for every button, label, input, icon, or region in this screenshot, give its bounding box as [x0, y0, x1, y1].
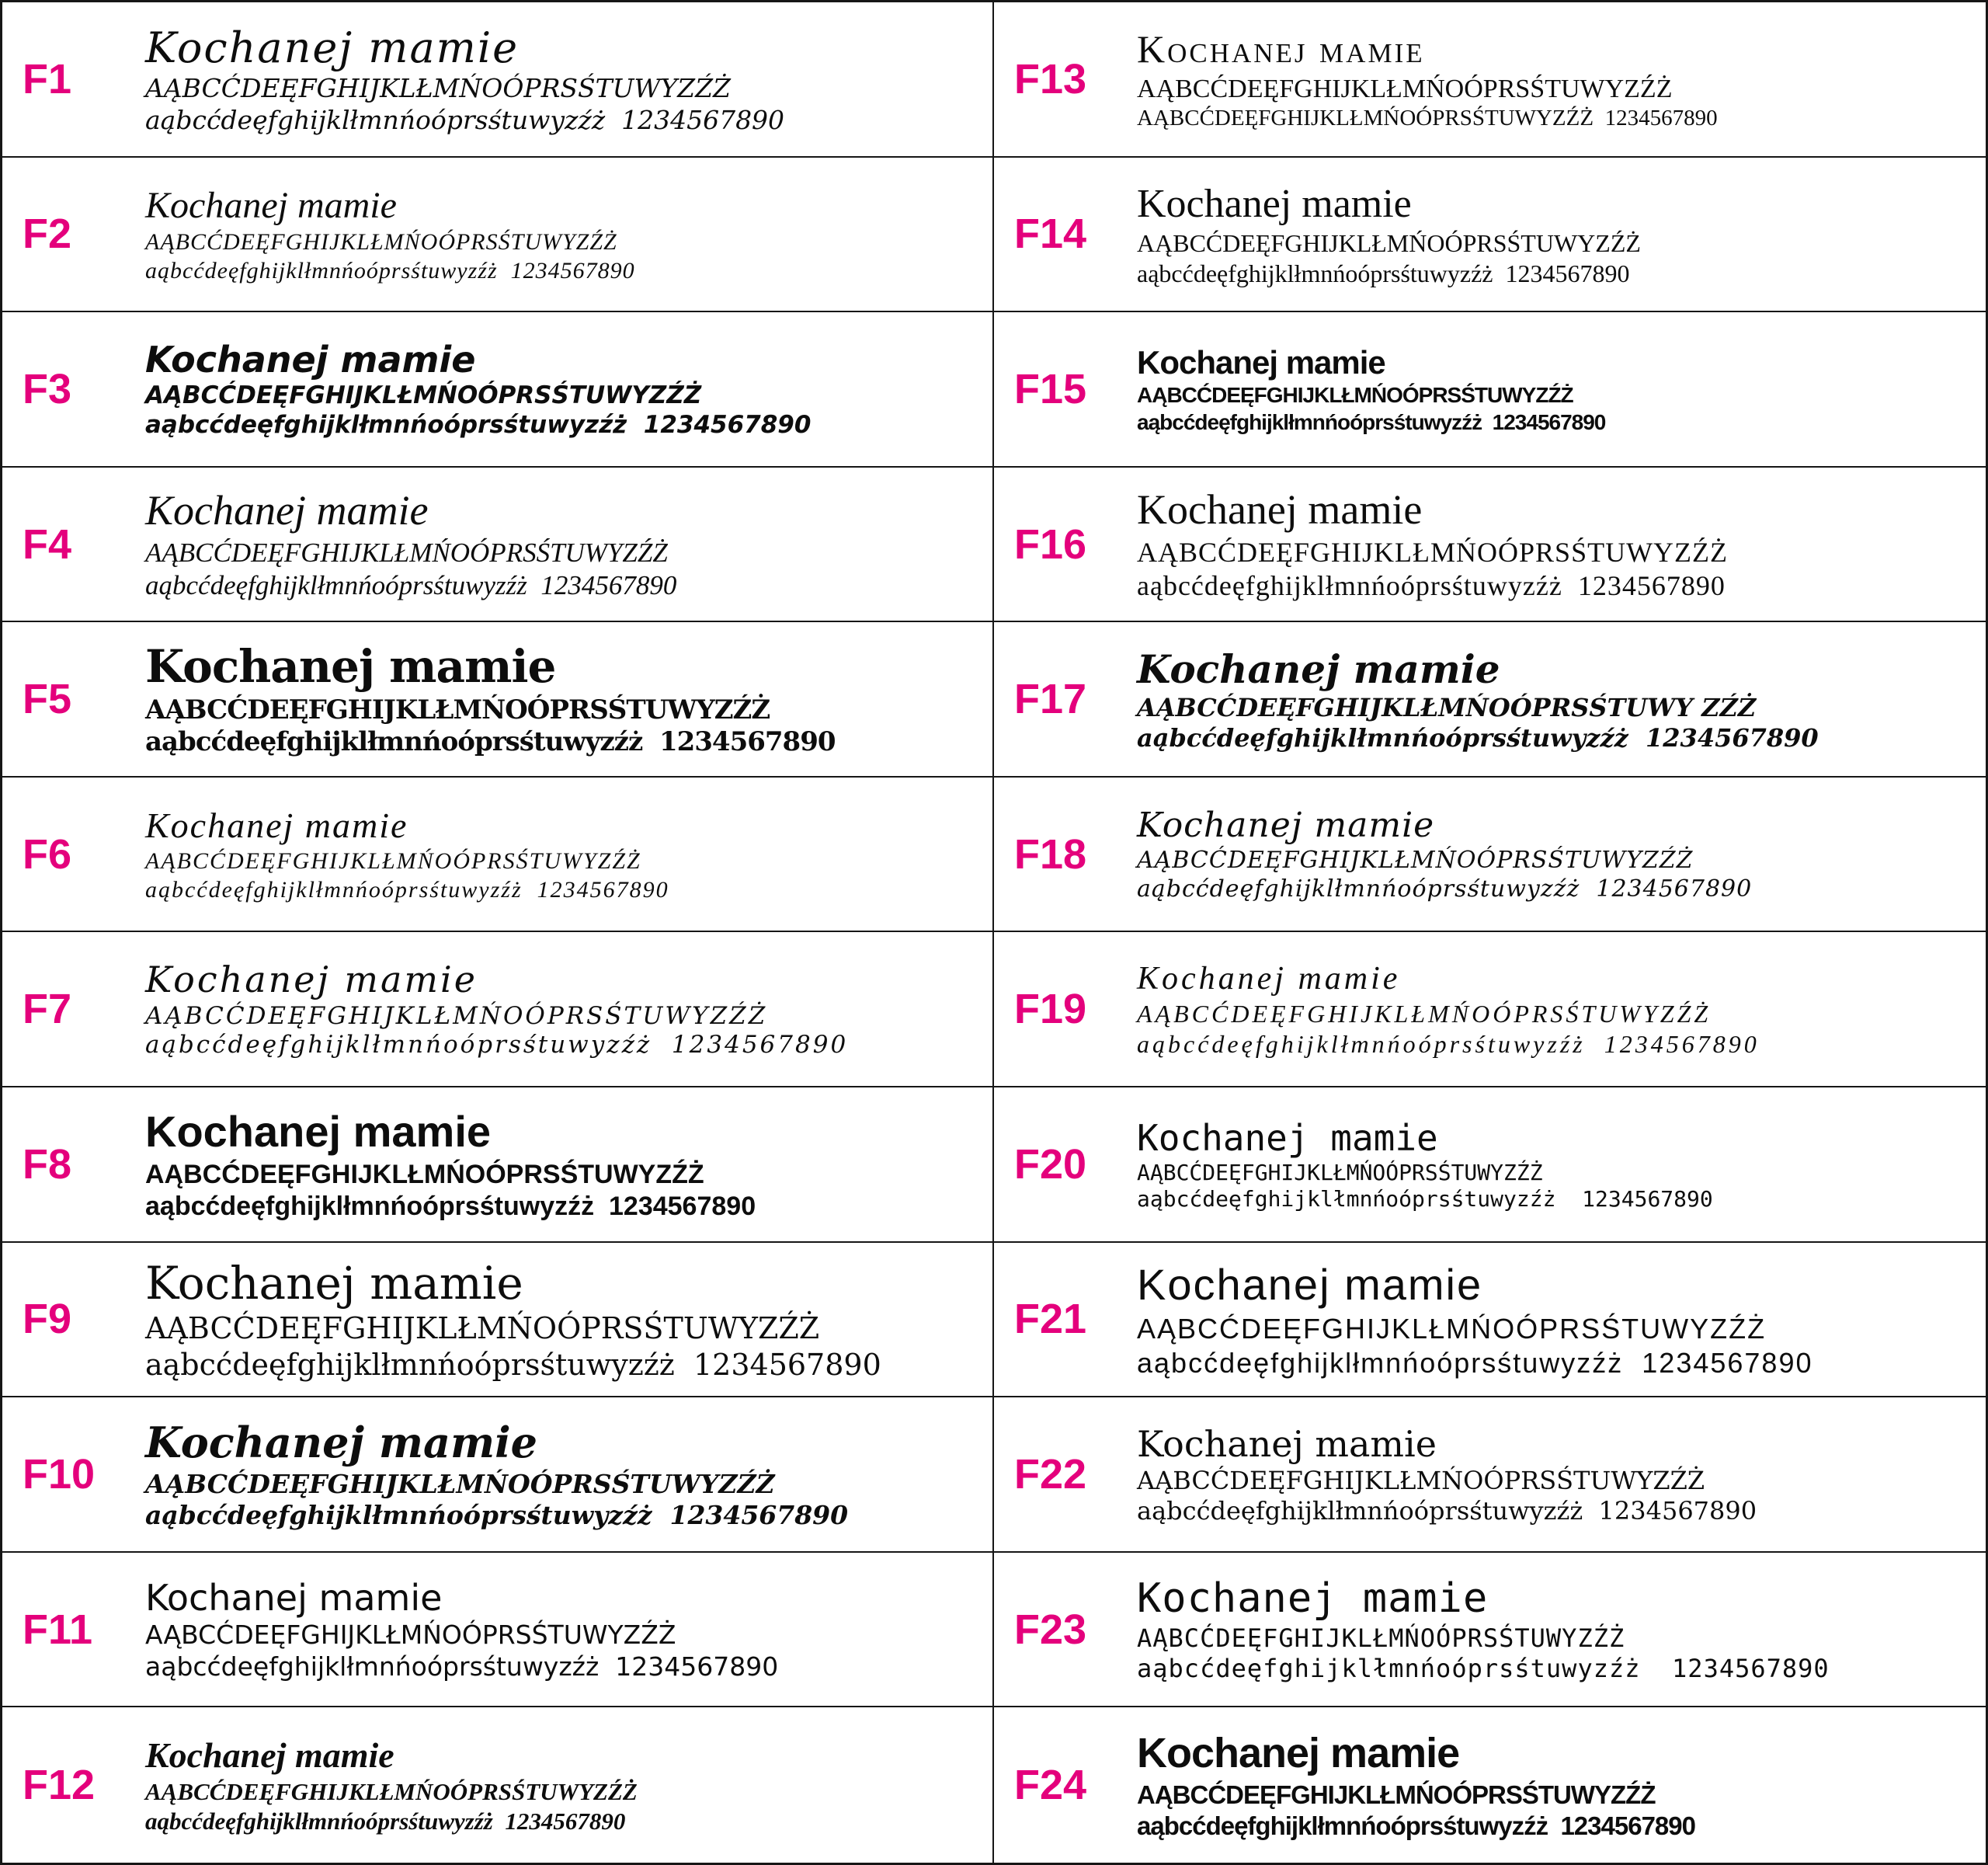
font-sample-row	[994, 1397, 1986, 1553]
font-lowercase-line: aąbcćdeęfghijklłmnńoóprsśtuwyzźż 1234567890	[145, 570, 677, 601]
font-sample-text: Kochanej mamie	[145, 339, 476, 381]
font-code-label: F18	[1014, 830, 1087, 878]
font-code-label: F7	[23, 986, 72, 1033]
font-uppercase-line: AĄBCĆDEĘFGHIJKLŁMŃOÓPRSŚTUWYZŹŻ	[1137, 229, 1641, 258]
font-code-label: F12	[23, 1762, 96, 1809]
font-uppercase-line: AĄBCĆDEĘFGHIJKLŁMŃOÓPRSŚTUWYZŹŻ	[145, 381, 702, 410]
font-uppercase-line: AĄBCĆDEĘFGHIJKLŁMŃOÓPRSŚTUWYZŹŻ	[145, 848, 641, 875]
font-lowercase-line: aąbcćdeęfghijklłmnńoóprsśtuwyzźż 1234567890	[1137, 722, 1819, 753]
font-sample-row	[2, 932, 994, 1087]
font-sample-row	[2, 1397, 994, 1553]
font-code-label: F8	[23, 1140, 72, 1188]
font-code-label: F19	[1014, 986, 1087, 1033]
font-sample-text: Kochanej mamie	[1137, 1116, 1438, 1159]
font-sample-text: Kochanej mamie	[1137, 1422, 1437, 1465]
font-sample-block	[1137, 959, 1965, 1060]
font-sample-text: Kochanej mamie	[1137, 344, 1385, 381]
font-code-label: F23	[1014, 1606, 1087, 1653]
font-uppercase-line: AĄBCĆDEĘFGHIJKLŁMŃOÓPRSŚTUWYZŹŻ	[1137, 999, 1712, 1028]
font-sample-text: Kochanej mamie	[145, 1417, 537, 1467]
font-sample-block	[145, 1256, 972, 1383]
font-sample-block	[1137, 1116, 1965, 1213]
font-sample-row	[2, 2, 994, 158]
font-lowercase-line: aąbcćdeęfghijklłmnńoóprsśtuwyzźż 1234567890	[145, 726, 836, 758]
font-code-label: F11	[23, 1606, 93, 1653]
font-sample-block	[145, 1105, 972, 1223]
font-sample-row	[2, 778, 994, 933]
font-lowercase-line: aąbcćdeęfghijklłmnńoóprsśtuwyzźż 1234567890	[1137, 1654, 1830, 1684]
font-sample-block	[1137, 26, 1965, 133]
font-sample-text: Kochanej mamie	[1137, 181, 1412, 226]
font-lowercase-line: aąbcćdeęfghijklłmnńoóprsśtuwyzźż 1234567890	[145, 257, 635, 284]
font-uppercase-line: AĄBCĆDEĘFGHIJKLŁMŃOÓPRSŚTUWYZŹŻ	[1137, 846, 1694, 874]
font-sample-block	[145, 1418, 972, 1531]
font-uppercase-line: AĄBCĆDEĘFGHIJKLŁMŃOÓPRSŚTUWYZŹŻ	[1137, 74, 1673, 103]
font-sample-text: Kochanej mamie	[145, 640, 556, 694]
font-sample-row	[2, 622, 994, 778]
font-lowercase-line: aąbcćdeęfghijklłmnńoóprsśtuwyzźż 1234567890	[1137, 259, 1630, 288]
font-code-label: F21	[1014, 1296, 1087, 1343]
font-code-label: F17	[1014, 676, 1087, 723]
font-sample-text: Kochanej mamie	[1137, 805, 1435, 846]
font-code-label: F14	[1014, 211, 1087, 258]
font-sample-text: Kochanej mamie	[145, 1735, 394, 1776]
font-uppercase-line: AĄBCĆDEĘFGHIJKLŁMŃOÓPRSŚTUWYZŹŻ	[145, 1620, 676, 1651]
font-uppercase-line: AĄBCĆDEĘFGHIJKLŁMŃOÓPRSŚTUWYZŹŻ	[145, 229, 617, 256]
font-sample-block	[1137, 645, 1965, 753]
font-sample-row	[994, 932, 1986, 1087]
font-uppercase-line: AĄBCĆDEĘFGHIJKLŁMŃOÓPRSŚTUWYZŹŻ	[1137, 1159, 1543, 1185]
font-code-label: F13	[1014, 55, 1087, 103]
font-sample-block	[145, 639, 972, 759]
font-sample-block	[145, 23, 972, 136]
font-uppercase-line: AĄBCĆDEĘFGHIJKLŁMŃOÓPRSŚTUWYZŹŻ	[1137, 383, 1573, 408]
font-sample-block	[1137, 1728, 1965, 1842]
font-code-label: F6	[23, 830, 72, 878]
font-sample-text: Kochanej mamie	[145, 805, 408, 846]
font-uppercase-line: AĄBCĆDEĘFGHIJKLŁMŃOÓPRSŚTUWYZŹŻ	[1137, 1623, 1625, 1654]
font-uppercase-line: AĄBCĆDEĘFGHIJKLŁMŃOÓPRSŚTUWYZŹŻ	[1137, 1780, 1656, 1809]
font-code-label: F3	[23, 365, 72, 412]
font-code-label: F24	[1014, 1762, 1087, 1809]
font-lowercase-line: aąbcćdeęfghijklłmnńoóprsśtuwyzźż 1234567890	[1137, 1811, 1695, 1841]
font-sample-text: Kochanej mamie	[1137, 960, 1401, 997]
font-sample-row	[994, 158, 1986, 313]
font-sample-text: Kochanej mamie	[1137, 26, 1425, 71]
font-code-label: F15	[1014, 365, 1087, 412]
font-lowercase-line: aąbcćdeęfghijklłmnńoóprsśtuwyzźż 1234567890	[1137, 409, 1606, 434]
font-code-label: F1	[23, 55, 72, 103]
font-sample-row	[2, 1243, 994, 1398]
font-code-label: F2	[23, 211, 72, 258]
font-uppercase-line: AĄBCĆDEĘFGHIJKLŁMŃOÓPRSŚTUWY ZŹŻ	[1137, 692, 1757, 722]
font-code-label: F5	[23, 676, 72, 723]
font-sample-text: Kochanej mamie	[145, 1577, 443, 1620]
font-sample-text: Kochanej mamie	[1137, 1730, 1460, 1776]
font-sample-row	[2, 1707, 994, 1863]
font-lowercase-line: aąbcćdeęfghijklłmnńoóprsśtuwyzźż 1234567890	[1137, 1029, 1760, 1058]
font-uppercase-line: AĄBCĆDEĘFGHIJKLŁMŃOÓPRSŚTUWYZŹŻ	[1137, 536, 1729, 568]
font-sample-block	[1137, 1422, 1965, 1526]
font-lowercase-line: aąbcćdeęfghijklłmnńoóprsśtuwyzźż 1234567890	[145, 1347, 881, 1382]
font-uppercase-line: AĄBCĆDEĘFGHIJKLŁMŃOÓPRSŚTUWYZŹŻ	[145, 537, 668, 568]
font-sample-text: Kochanej mamie	[145, 1107, 492, 1157]
font-uppercase-line: AĄBCĆDEĘFGHIJKLŁMŃOÓPRSŚTUWYZŹŻ	[1137, 1312, 1767, 1345]
font-sample-row	[994, 1243, 1986, 1398]
font-lowercase-line: aąbcćdeęfghijklłmnńoóprsśtuwyzźż 1234567890	[145, 1031, 849, 1060]
font-code-label: F10	[23, 1451, 96, 1498]
font-sample-text: Kochanej mamie	[145, 486, 429, 534]
font-lowercase-line: aąbcćdeęfghijklłmnńoóprsśtuwyzźż 1234567890	[145, 104, 785, 135]
font-sample-row	[994, 1707, 1986, 1863]
font-sample-block	[1137, 1258, 1965, 1380]
font-lowercase-line: aąbcćdeęfghijklłmnńoóprsśtuwyzźż 1234567890	[145, 1192, 756, 1222]
font-uppercase-line: AĄBCĆDEĘFGHIJKLŁMŃOÓPRSŚTUWYZŹŻ	[145, 694, 770, 726]
font-sample-text: Kochanej mamie	[1137, 485, 1423, 533]
font-sample-row	[994, 468, 1986, 623]
font-lowercase-line: aąbcćdeęfghijklłmnńoóprsśtuwyzźż 1234567890	[145, 1808, 626, 1835]
font-uppercase-line: AĄBCĆDEĘFGHIJKLŁMŃOÓPRSŚTUWYZŹŻ	[145, 1778, 638, 1806]
font-sample-row	[2, 468, 994, 623]
font-sample-row	[994, 622, 1986, 778]
font-sample-block	[145, 958, 972, 1060]
font-sample-block	[145, 1734, 972, 1836]
font-sample-block	[1137, 805, 1965, 903]
font-sample-text: Kochanej mamie	[1137, 645, 1500, 692]
font-lowercase-line: aąbcćdeęfghijklłmnńoóprsśtuwyzźż 1234567890	[1137, 1496, 1757, 1526]
font-lowercase-line: aąbcćdeęfghijklłmnńoóprsśtuwyzźż 1234567890	[1137, 1185, 1713, 1212]
font-sample-block	[145, 183, 972, 286]
font-uppercase-line: AĄBCĆDEĘFGHIJKLŁMŃOÓPRSŚTUWYZŹŻ	[145, 1311, 820, 1346]
font-sample-row	[994, 778, 1986, 933]
font-lowercase-line: aąbcćdeęfghijklłmnńoóprsśtuwyzźż 1234567890	[145, 1651, 779, 1682]
font-sample-block	[1137, 179, 1965, 290]
font-code-label: F4	[23, 520, 72, 568]
font-code-label: F9	[23, 1296, 72, 1343]
font-sample-text: Kochanej mamie	[145, 959, 478, 1001]
font-sample-row	[2, 1553, 994, 1708]
font-sample-block	[145, 804, 972, 904]
font-sample-row	[994, 312, 1986, 468]
font-sample-row	[2, 312, 994, 468]
font-sample-block	[1137, 1574, 1965, 1685]
font-sample-row	[994, 1087, 1986, 1243]
font-uppercase-line: AĄBCĆDEĘFGHIJKLŁMŃOÓPRSŚTUWYZŹŻ	[145, 1468, 775, 1499]
font-lowercase-line: aąbcćdeęfghijklłmnńoóprsśtuwyzźż 1234567890	[145, 1499, 849, 1530]
font-sample-block	[1137, 343, 1965, 436]
font-code-label: F22	[1014, 1451, 1087, 1498]
font-uppercase-line: AĄBCĆDEĘFGHIJKLŁMŃOÓPRSŚTUWYZŹŻ	[145, 1001, 768, 1030]
font-uppercase-line: AĄBCĆDEĘFGHIJKLŁMŃOÓPRSŚTUWYZŹŻ	[145, 1159, 704, 1189]
font-lowercase-line: aąbcćdeęfghijklłmnńoóprsśtuwyzźż 1234567890	[145, 876, 669, 903]
font-sample-row	[994, 1553, 1986, 1708]
font-sample-text: Kochanej mamie	[1137, 1260, 1483, 1310]
font-sample-block	[145, 485, 972, 603]
font-uppercase-line: AĄBCĆDEĘFGHIJKLŁMŃOÓPRSŚTUWYZŹŻ	[1137, 1466, 1705, 1496]
font-code-label: F16	[1014, 520, 1087, 568]
font-lowercase-line: aąbcćdeęfghijklłmnńoóprsśtuwyzźż 1234567890	[1137, 1346, 1813, 1379]
font-sample-block	[145, 1576, 972, 1682]
font-sample-block	[145, 338, 972, 440]
font-sample-text: Kochanej mamie	[145, 184, 397, 226]
font-sample-row	[2, 1087, 994, 1243]
font-lowercase-line: AĄBCĆDEĘFGHIJKLŁMŃOÓPRSŚTUWYZŹŻ 1234567890	[1137, 106, 1718, 131]
font-sample-row	[994, 2, 1986, 158]
font-lowercase-line: aąbcćdeęfghijklłmnńoóprsśtuwyzźż 1234567890	[1137, 570, 1726, 602]
font-sample-text: Kochanej mamie	[1137, 1574, 1489, 1622]
font-sample-row	[2, 158, 994, 313]
font-sample-block	[1137, 485, 1965, 604]
font-code-label: F20	[1014, 1140, 1087, 1188]
font-lowercase-line: aąbcćdeęfghijklłmnńoóprsśtuwyzźż 1234567890	[1137, 875, 1753, 903]
font-lowercase-line: aąbcćdeęfghijklłmnńoóprsśtuwyzźż 1234567890	[145, 411, 812, 439]
font-sample-text: Kochanej mamie	[145, 1256, 523, 1310]
font-uppercase-line: AĄBCĆDEĘFGHIJKLŁMŃOÓPRSŚTUWYZŹŻ	[145, 73, 731, 104]
font-sample-text: Kochanej mamie	[145, 23, 520, 72]
